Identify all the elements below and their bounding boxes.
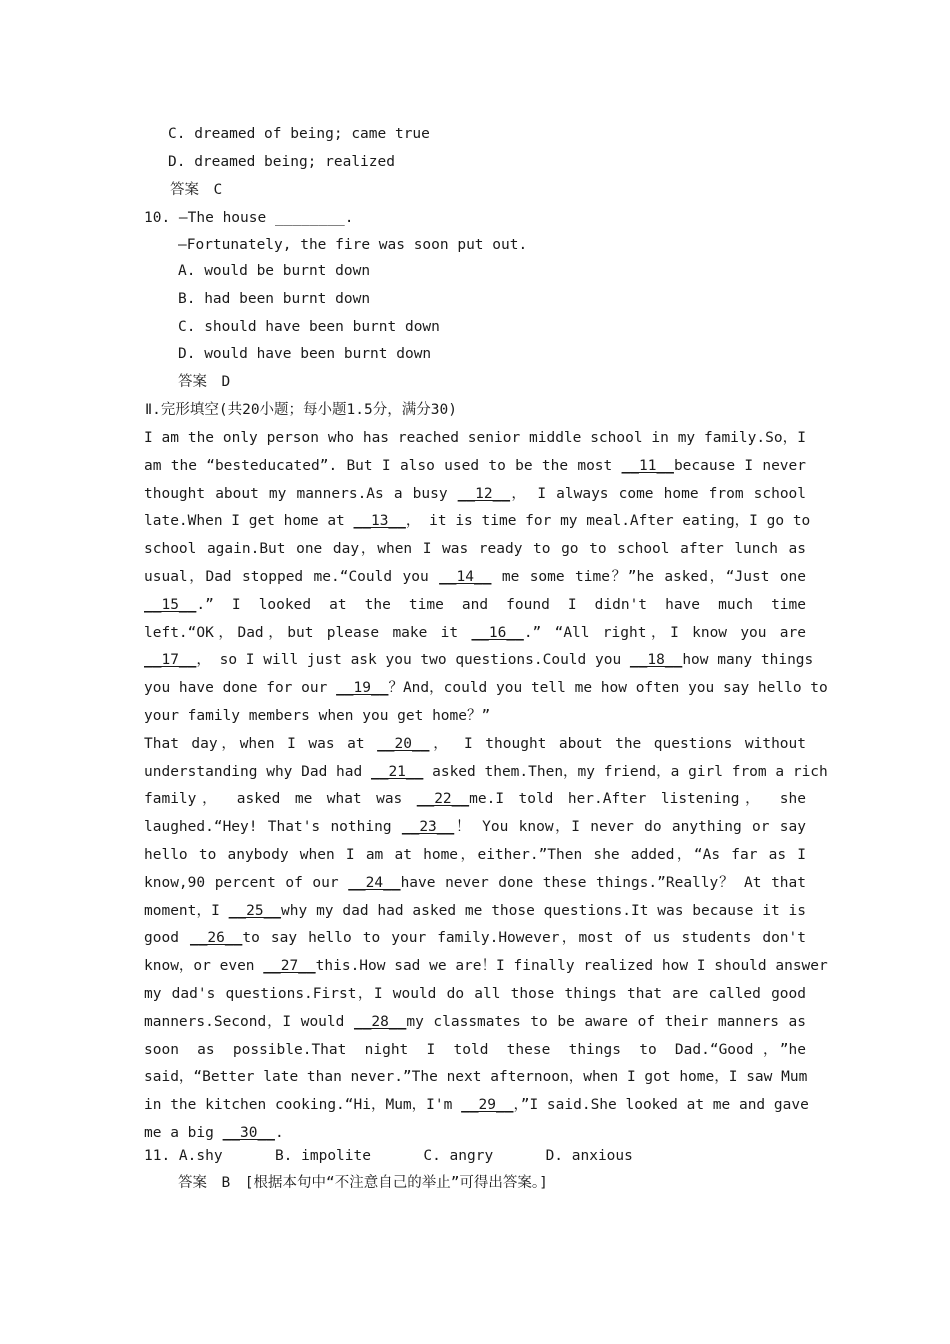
passage-line (144, 650, 814, 670)
passage-line (144, 706, 490, 726)
passage-text: .” “All right，I know you are (523, 624, 806, 641)
passage-text: know，or even (144, 958, 264, 975)
passage-text: me.I told her.After listening， she (469, 791, 806, 808)
passage-text: laughed.“Hey! That's nothing (144, 819, 402, 836)
passage-text: why my dad had asked me those questions.It was because it is (281, 902, 806, 919)
q10-option-a: A. would be burnt down (178, 263, 371, 279)
passage-line (144, 567, 806, 587)
passage-text: my dad's questions.First，I would do all those things that are called good (144, 986, 806, 1002)
passage-line (144, 873, 806, 893)
q10-reply: —Fortunately, the fire was soon put out. (178, 237, 528, 253)
passage-text: my classmates to be aware of their manners as (406, 1013, 806, 1030)
blank-18: __18__ (629, 652, 683, 669)
passage-text: ， I always come home from school (510, 485, 807, 502)
passage-line (144, 845, 806, 865)
passage-line (144, 428, 806, 448)
passage-line (144, 511, 811, 531)
blank-11: __11__ (621, 457, 674, 474)
passage-text: hello to anybody when I am at home，either.”Then she added，“As far as I (144, 847, 806, 863)
passage-text: you have done for our (144, 680, 337, 697)
blank-20: __20__ (377, 735, 430, 752)
blank-14: __14__ (439, 569, 492, 585)
passage-text: because I never (673, 457, 806, 474)
blank-15: __15__ (144, 596, 197, 613)
passage-text: asked them.Then，my friend，a girl from a rich (423, 763, 828, 780)
blank-19: __19__ (336, 680, 389, 697)
passage-text: your family members when you get home？” (144, 708, 491, 724)
passage-text: ， so I will just ask you two questions.Could you (196, 652, 630, 669)
passage-text: moment，I (144, 902, 229, 919)
blank-12: __12__ (457, 485, 511, 502)
passage-text: this.How sad we are！I finally realized how I should answer (315, 958, 828, 975)
passage-text: manners.Second，I would (144, 1013, 354, 1030)
passage-text: left.“OK，Dad，but please make it (144, 624, 472, 641)
passage-line (144, 678, 828, 698)
passage-text: .” I looked at the time and found I didn't have much time (196, 596, 806, 613)
passage-text: . (274, 1125, 284, 1141)
q11-options: 11. A.shy B. impolite C. angry D. anxious (144, 1148, 633, 1164)
passage-line (144, 928, 806, 948)
passage-line (144, 734, 806, 754)
passage-text: ？And，could you tell me how often you say hello to (388, 680, 828, 697)
passage-text: good (144, 930, 190, 947)
passage-line (144, 456, 806, 476)
passage-text: family， asked me what was (144, 791, 417, 808)
blank-13: __13__ (353, 513, 406, 530)
passage-line (144, 595, 806, 615)
passage-text: ， it is time for my meal.After eating，I go to (405, 513, 811, 530)
blank-16: __16__ (471, 624, 524, 641)
passage-line (144, 984, 806, 1004)
passage-text: how many things (682, 652, 814, 669)
passage-line (144, 817, 806, 837)
passage-line (144, 956, 828, 976)
passage-line (144, 762, 828, 782)
blank-27: __27__ (263, 958, 316, 975)
q9-option-d: D. dreamed being; realized (168, 154, 395, 170)
blank-25: __25__ (228, 902, 282, 919)
passage-text: in the kitchen cooking.“Hi，Mum，I'm (144, 1097, 462, 1114)
blank-17: __17__ (144, 652, 197, 669)
passage-text: said，“Better late than never.”The next afternoon，when I got home，I saw Mum (144, 1069, 808, 1086)
q9-answer: 答案 C (170, 182, 223, 198)
blank-29: __29__ (461, 1097, 514, 1114)
blank-24: __24__ (348, 874, 401, 891)
blank-23: __23__ (401, 819, 455, 836)
passage-text: to say hello to your family.However，most of us students don't (242, 930, 806, 947)
passage-line (144, 901, 806, 921)
passage-text: have never done these things.”Really？ At that (400, 874, 806, 891)
passage-text: usual，Dad stopped me.“Could you (144, 569, 440, 585)
passage-text: school again.But one day，when I was ready to go to school after lunch as (144, 541, 806, 558)
passage-text: know,90 percent of our (144, 874, 349, 891)
passage-text: ！ You know，I never do anything or say (454, 819, 806, 836)
q10-answer: 答案 D (178, 374, 231, 390)
q10-stem: 10. —The house ________. (144, 210, 354, 226)
q9-option-c: C. dreamed of being; came true (168, 126, 430, 142)
passage-line (144, 623, 806, 643)
passage-line (144, 789, 806, 809)
passage-text: me some time？”he asked，“Just one (491, 569, 807, 585)
blank-30: __30__ (222, 1125, 275, 1141)
passage-text: thought about my manners.As a busy (144, 485, 458, 502)
section-heading: Ⅱ.完形填空(共20小题；每小题1.5分，满分30) (145, 402, 457, 418)
blank-28: __28__ (353, 1013, 407, 1030)
passage-text: ， I thought about the questions without (429, 735, 806, 752)
blank-26: __26__ (189, 930, 243, 947)
passage-text: am the “besteducated”. But I also used to be the most (144, 457, 622, 474)
passage-line (144, 484, 806, 504)
passage-line (144, 1095, 809, 1115)
q11-answer: 答案 B [根据本句中“不注意自己的举止”可得出答案。] (178, 1175, 548, 1191)
passage-text: me a big (144, 1125, 223, 1141)
passage-text: understanding why Dad had (144, 763, 371, 780)
q10-option-b: B. had been burnt down (178, 291, 371, 307)
passage-text: late.When I get home at (144, 513, 354, 530)
passage-text: That day，when I was at (144, 735, 378, 752)
passage-line (144, 1067, 806, 1087)
blank-21: __21__ (370, 763, 424, 780)
passage-text: ，”I said.She looked at me and gave (513, 1097, 809, 1114)
q10-option-c: C. should have been burnt down (178, 319, 440, 335)
passage-text: soon as possible.That night I told these things to Dad.“Good，”he (144, 1041, 806, 1058)
passage-line (144, 539, 806, 559)
passage-line (144, 1040, 806, 1060)
passage-line (144, 1012, 806, 1032)
blank-22: __22__ (416, 791, 470, 808)
passage-text: I am the only person who has reached senior middle school in my family.So，I (144, 430, 806, 446)
passage-line (144, 1123, 284, 1143)
q10-option-d: D. would have been burnt down (178, 346, 432, 362)
